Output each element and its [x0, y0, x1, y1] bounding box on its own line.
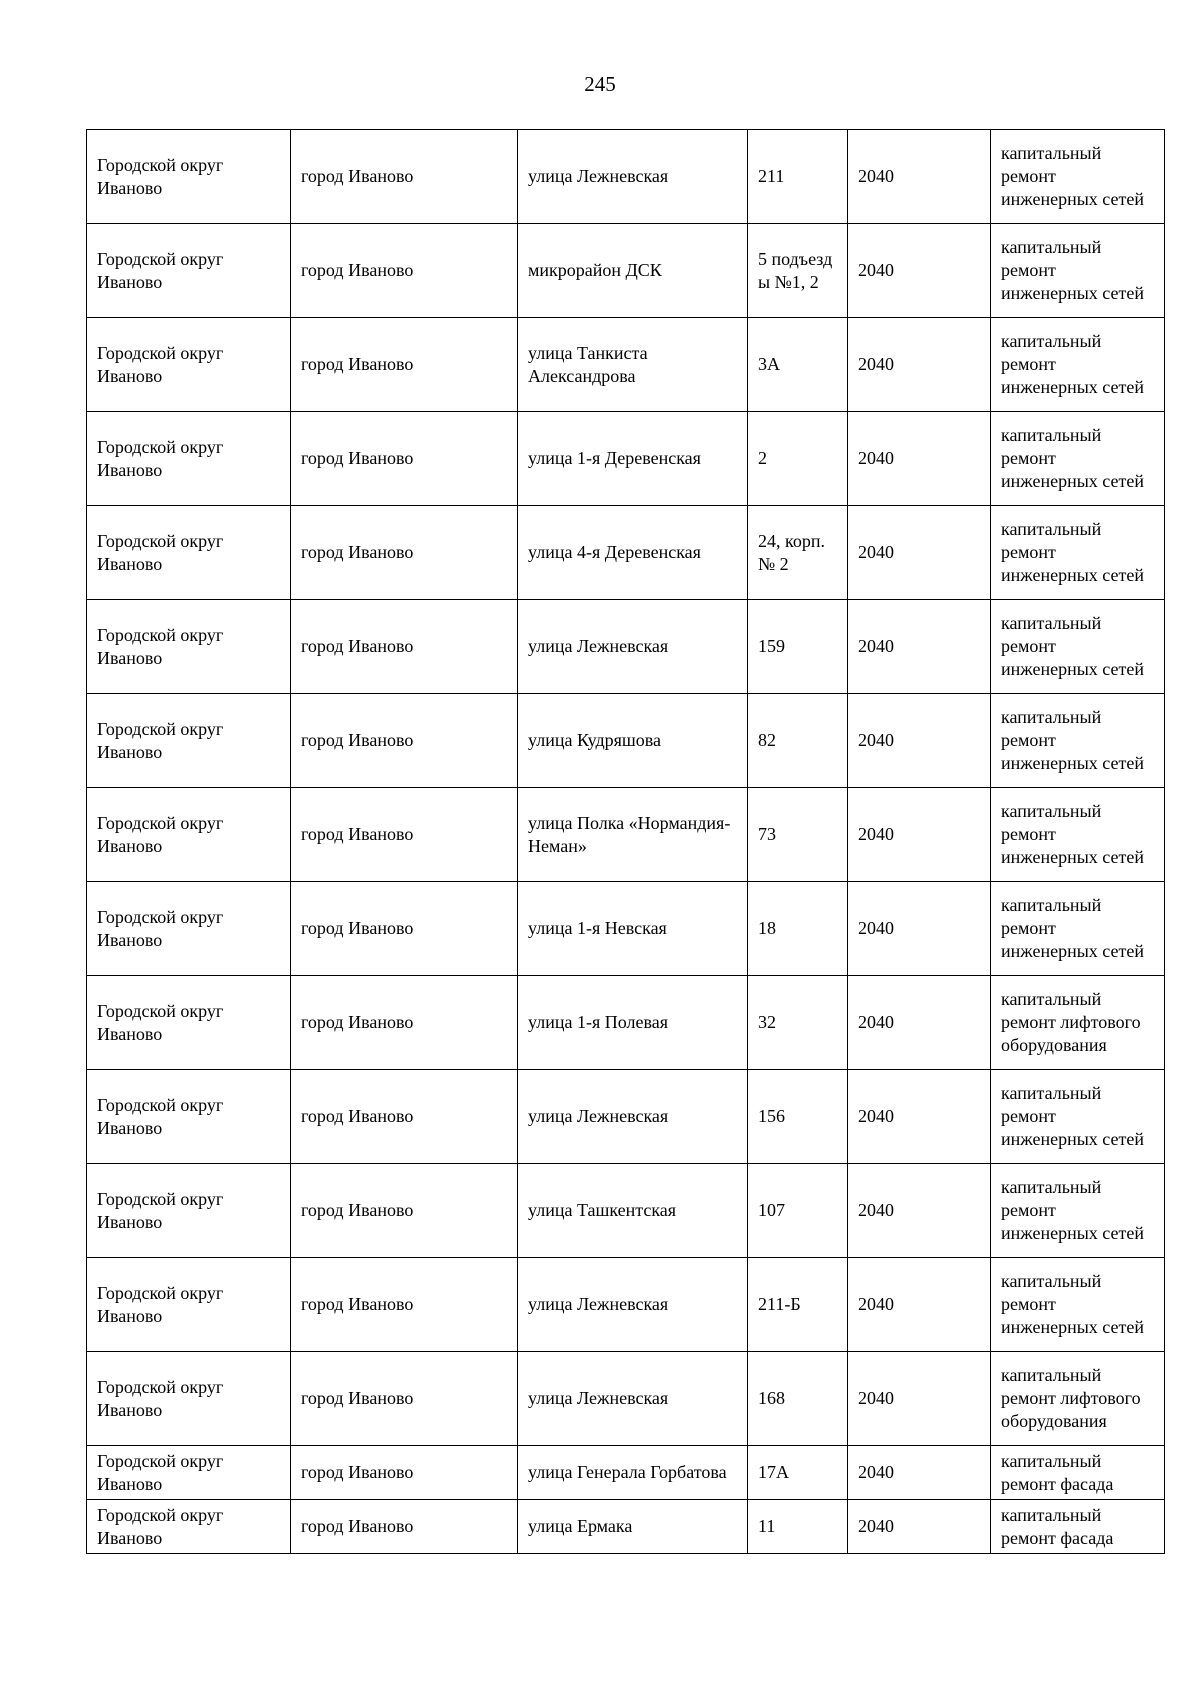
- table-row: [87, 788, 1165, 882]
- work-type-cell: капитальный ремонт инженерных сетей: [991, 506, 1165, 600]
- city-cell: город Иваново: [291, 1070, 518, 1164]
- house-number-cell: 32: [748, 976, 848, 1070]
- street-cell: улица Ермака: [518, 1500, 748, 1554]
- street-cell: улица 1-я Полевая: [518, 976, 748, 1070]
- street-cell: улица Генерала Горбатова: [518, 1446, 748, 1500]
- year-cell: 2040: [848, 788, 991, 882]
- year-cell: 2040: [848, 600, 991, 694]
- district-cell: Городской округ Иваново: [87, 506, 291, 600]
- district-cell: Городской округ Иваново: [87, 318, 291, 412]
- city-cell: город Иваново: [291, 412, 518, 506]
- street-cell: улица 1-я Деревенская: [518, 412, 748, 506]
- table-row: [87, 600, 1165, 694]
- table-row: [87, 412, 1165, 506]
- table-row: [87, 1352, 1165, 1446]
- city-cell: город Иваново: [291, 694, 518, 788]
- city-cell: город Иваново: [291, 600, 518, 694]
- city-cell: город Иваново: [291, 1164, 518, 1258]
- house-number-cell: 168: [748, 1352, 848, 1446]
- table-row: [87, 224, 1165, 318]
- table-row: [87, 694, 1165, 788]
- year-cell: 2040: [848, 130, 991, 224]
- house-number-cell: 18: [748, 882, 848, 976]
- year-cell: 2040: [848, 1352, 991, 1446]
- work-type-cell: капитальный ремонт инженерных сетей: [991, 1164, 1165, 1258]
- year-cell: 2040: [848, 506, 991, 600]
- street-cell: улица Лежневская: [518, 1352, 748, 1446]
- work-type-cell: капитальный ремонт фасада: [991, 1500, 1165, 1554]
- house-number-cell: 5 подъезд ы №1, 2: [748, 224, 848, 318]
- street-cell: улица 1-я Невская: [518, 882, 748, 976]
- year-cell: 2040: [848, 1258, 991, 1352]
- street-cell: микрорайон ДСК: [518, 224, 748, 318]
- street-cell: улица Танкиста Александрова: [518, 318, 748, 412]
- page-number: 245: [584, 72, 616, 96]
- year-cell: 2040: [848, 882, 991, 976]
- district-cell: Городской округ Иваново: [87, 976, 291, 1070]
- year-cell: 2040: [848, 976, 991, 1070]
- district-cell: Городской округ Иваново: [87, 1070, 291, 1164]
- city-cell: город Иваново: [291, 1258, 518, 1352]
- work-type-cell: капитальный ремонт инженерных сетей: [991, 224, 1165, 318]
- house-number-cell: 2: [748, 412, 848, 506]
- district-cell: Городской округ Иваново: [87, 1258, 291, 1352]
- city-cell: город Иваново: [291, 506, 518, 600]
- work-type-cell: капитальный ремонт инженерных сетей: [991, 788, 1165, 882]
- year-cell: 2040: [848, 1446, 991, 1500]
- city-cell: город Иваново: [291, 130, 518, 224]
- street-cell: улица Лежневская: [518, 600, 748, 694]
- house-number-cell: 17А: [748, 1446, 848, 1500]
- district-cell: Городской округ Иваново: [87, 412, 291, 506]
- city-cell: город Иваново: [291, 318, 518, 412]
- street-cell: улица Лежневская: [518, 130, 748, 224]
- work-type-cell: капитальный ремонт инженерных сетей: [991, 130, 1165, 224]
- city-cell: город Иваново: [291, 1446, 518, 1500]
- table-body: [87, 130, 1165, 1554]
- work-type-cell: капитальный ремонт инженерных сетей: [991, 882, 1165, 976]
- house-number-cell: 3А: [748, 318, 848, 412]
- work-type-cell: капитальный ремонт инженерных сетей: [991, 600, 1165, 694]
- district-cell: Городской округ Иваново: [87, 600, 291, 694]
- work-type-cell: капитальный ремонт фасада: [991, 1446, 1165, 1500]
- street-cell: улица Кудряшова: [518, 694, 748, 788]
- house-number-cell: 211-Б: [748, 1258, 848, 1352]
- repair-schedule-table: [86, 129, 1165, 1554]
- district-cell: Городской округ Иваново: [87, 882, 291, 976]
- table-row: [87, 130, 1165, 224]
- city-cell: город Иваново: [291, 224, 518, 318]
- district-cell: Городской округ Иваново: [87, 224, 291, 318]
- city-cell: город Иваново: [291, 1500, 518, 1554]
- house-number-cell: 107: [748, 1164, 848, 1258]
- table-row: [87, 882, 1165, 976]
- year-cell: 2040: [848, 412, 991, 506]
- district-cell: Городской округ Иваново: [87, 130, 291, 224]
- house-number-cell: 82: [748, 694, 848, 788]
- work-type-cell: капитальный ремонт инженерных сетей: [991, 318, 1165, 412]
- street-cell: улица 4-я Деревенская: [518, 506, 748, 600]
- district-cell: Городской округ Иваново: [87, 1352, 291, 1446]
- district-cell: Городской округ Иваново: [87, 1500, 291, 1554]
- table-row: [87, 1070, 1165, 1164]
- work-type-cell: капитальный ремонт лифтового оборудования: [991, 1352, 1165, 1446]
- table-row: [87, 1500, 1165, 1554]
- district-cell: Городской округ Иваново: [87, 1446, 291, 1500]
- street-cell: улица Полка «Нормандия-Неман»: [518, 788, 748, 882]
- city-cell: город Иваново: [291, 1352, 518, 1446]
- house-number-cell: 211: [748, 130, 848, 224]
- year-cell: 2040: [848, 1500, 991, 1554]
- table-row: [87, 318, 1165, 412]
- house-number-cell: 73: [748, 788, 848, 882]
- table-row: [87, 1446, 1165, 1500]
- table-row: [87, 976, 1165, 1070]
- city-cell: город Иваново: [291, 882, 518, 976]
- table-row: [87, 1164, 1165, 1258]
- work-type-cell: капитальный ремонт лифтового оборудования: [991, 976, 1165, 1070]
- house-number-cell: 159: [748, 600, 848, 694]
- house-number-cell: 11: [748, 1500, 848, 1554]
- street-cell: улица Лежневская: [518, 1070, 748, 1164]
- year-cell: 2040: [848, 1164, 991, 1258]
- city-cell: город Иваново: [291, 976, 518, 1070]
- work-type-cell: капитальный ремонт инженерных сетей: [991, 412, 1165, 506]
- table-row: [87, 1258, 1165, 1352]
- work-type-cell: капитальный ремонт инженерных сетей: [991, 694, 1165, 788]
- year-cell: 2040: [848, 224, 991, 318]
- work-type-cell: капитальный ремонт инженерных сетей: [991, 1258, 1165, 1352]
- year-cell: 2040: [848, 318, 991, 412]
- work-type-cell: капитальный ремонт инженерных сетей: [991, 1070, 1165, 1164]
- year-cell: 2040: [848, 694, 991, 788]
- table-row: [87, 506, 1165, 600]
- city-cell: город Иваново: [291, 788, 518, 882]
- district-cell: Городской округ Иваново: [87, 1164, 291, 1258]
- district-cell: Городской округ Иваново: [87, 788, 291, 882]
- house-number-cell: 24, корп. № 2: [748, 506, 848, 600]
- house-number-cell: 156: [748, 1070, 848, 1164]
- year-cell: 2040: [848, 1070, 991, 1164]
- street-cell: улица Лежневская: [518, 1258, 748, 1352]
- district-cell: Городской округ Иваново: [87, 694, 291, 788]
- street-cell: улица Ташкентская: [518, 1164, 748, 1258]
